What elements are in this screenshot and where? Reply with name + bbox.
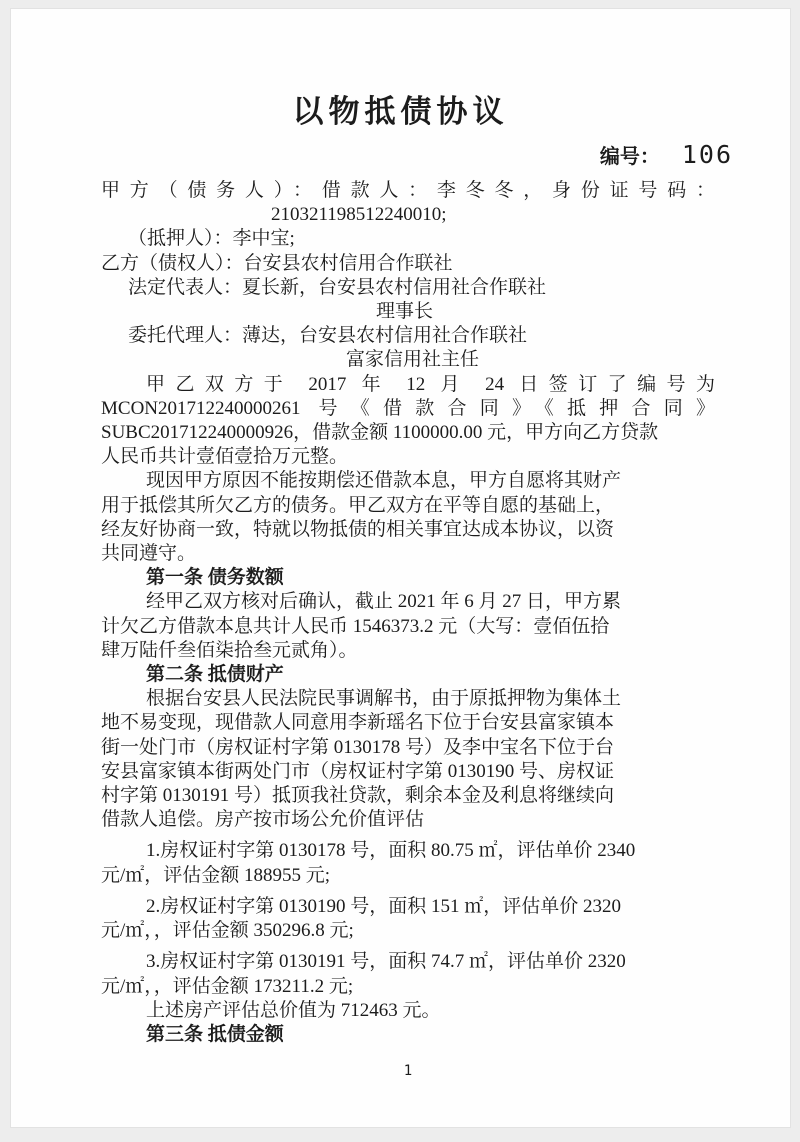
- doc-line: 根据台安县人民法院民事调解书，由于原抵押物为集体土: [146, 688, 622, 710]
- doc-line: 2.房权证村字第 0130190 号，面积 151 ㎡，评估单价 2320: [146, 895, 622, 917]
- doc-line: 街一处门市（房权证村字第 0130178 号）及李中宝名下位于台: [101, 736, 615, 758]
- doc-line: 村字第 0130191 号）抵顶我社贷款，剩余本金及利息将继续向: [101, 785, 615, 807]
- document-body: [101, 179, 715, 1047]
- doc-line: 甲乙双方于 2017 年 12 月 24 日签订了编号为: [146, 373, 715, 395]
- doc-line: 经甲乙双方核对后确认，截止 2021 年 6 月 27 日，甲方累: [146, 591, 622, 613]
- doc-line: 用于抵偿其所欠乙方的债务。甲乙双方在平等自愿的基础上，: [101, 494, 615, 516]
- doc-line: 现因甲方原因不能按期偿还借款本息，甲方自愿将其财产: [146, 470, 622, 492]
- doc-line: 委托代理人：薄达，台安县农村信用社合作联社: [128, 325, 528, 347]
- page-number: 1: [403, 1063, 413, 1080]
- doc-line: 肆万陆仟叁佰柒拾叁元贰角）。: [101, 639, 358, 661]
- doc-line: 甲方（债务人）：借款人：李冬冬，身份证号码：: [101, 180, 715, 201]
- doc-line: 法定代表人：夏长新，台安县农村信用社合作联社: [128, 276, 547, 298]
- document-title: 以物抵债协议: [292, 94, 509, 129]
- doc-line: 安县富家镇本街两处门市（房权证村字第 0130190 号、房权证: [101, 760, 615, 782]
- doc-line: 3.房权证村字第 0130191 号，面积 74.7 ㎡，评估单价 2320: [146, 951, 626, 973]
- doc-line: 第三条 抵债金额: [146, 1023, 284, 1045]
- doc-line: 210321198512240010;: [271, 204, 447, 226]
- doc-line: 人民币共计壹佰壹拾万元整。: [101, 446, 349, 468]
- doc-line: 经友好协商一致，特就以物抵债的相关事宜达成本协议，以资: [101, 518, 615, 540]
- doc-line: 乙方（债权人）：台安县农村信用合作联社: [101, 252, 453, 274]
- doc-line: 1.房权证村字第 0130178 号，面积 80.75 ㎡，评估单价 2340: [146, 840, 636, 862]
- doc-line: MCON201712240000261 号《借款合同》《抵押合同》: [101, 397, 715, 419]
- doc-line: 地不易变现，现借款人同意用李新瑶名下位于台安县富家镇本: [101, 712, 615, 734]
- document-number-value: 106: [681, 140, 733, 169]
- document-number-row: [11, 141, 790, 171]
- doc-line: 元/㎡，评估金额 188955 元;: [101, 864, 331, 886]
- doc-line: 借款人追偿。房产按市场公允价值评估: [101, 809, 425, 831]
- doc-line: 第二条 抵债财产: [146, 664, 284, 686]
- doc-line: SUBC201712240000926，借款金额 1100000.00 元，甲方向乙方贷款: [101, 422, 659, 444]
- document-number-label: 编号：: [599, 146, 660, 168]
- doc-line: （抵押人）：李中宝;: [128, 228, 295, 250]
- doc-line: 元/㎡，，评估金额 350296.8 元;: [101, 920, 354, 942]
- doc-line: 第一条 债务数额: [146, 567, 284, 589]
- doc-line: 共同遵守。: [101, 543, 197, 565]
- doc-line: 计欠乙方借款本息共计人民币 1546373.2 元（大写：壹佰伍拾: [101, 615, 610, 637]
- doc-line: 元/㎡，，评估金额 173211.2 元;: [101, 975, 354, 997]
- doc-line: 理事长: [376, 301, 434, 323]
- document-page: [10, 8, 791, 1128]
- doc-line: 上述房产评估总价值为 712463 元。: [146, 999, 441, 1021]
- doc-line: 富家信用社主任: [346, 349, 480, 371]
